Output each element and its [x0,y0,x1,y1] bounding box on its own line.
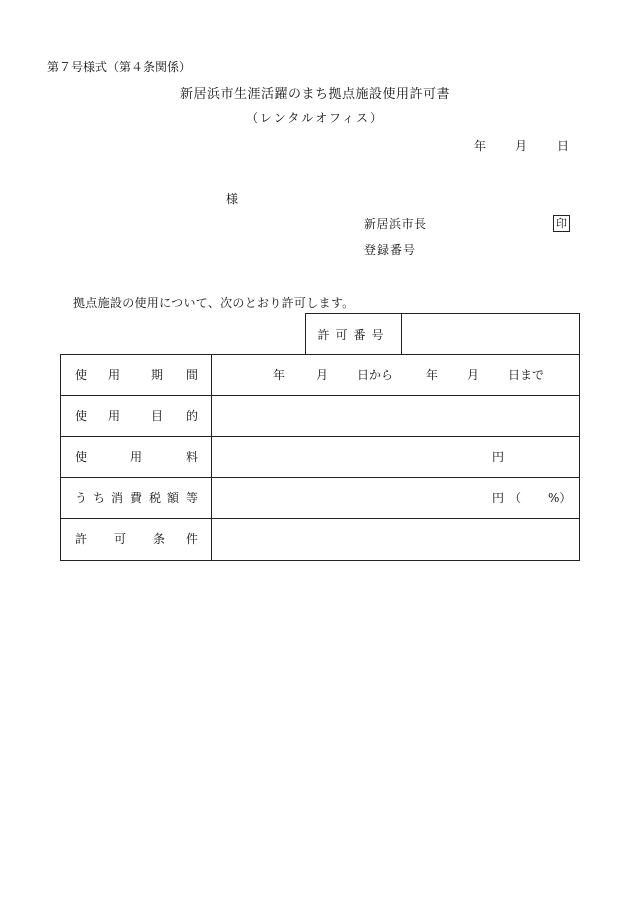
permit-number-box [305,313,580,354]
issuer-name: 新居浜市長 [364,217,427,231]
conditions-field[interactable] [212,519,579,560]
fee-yen-unit: 円 [492,450,505,464]
seal-stamp-box: 印 [553,215,570,232]
period-start-day: 日から [357,368,394,382]
tax-yen-unit: 円 [492,491,505,505]
period-label-char: 用 [108,368,121,382]
permit-number-field[interactable] [402,314,579,354]
period-label-char: 期 [151,368,164,382]
form-number-label: 第７号様式（第４条関係） [47,60,192,74]
table-row-purpose [61,396,579,437]
period-start-year: 年 [273,368,286,382]
table-row-conditions [61,519,579,560]
period-label [61,355,212,395]
tax-label-char: 額 [167,491,180,505]
purpose-label-char: 目 [151,409,164,423]
date-year: 年 [474,139,487,153]
period-end-day: 日まで [508,368,545,382]
date-month: 月 [515,139,528,153]
tax-label-char: 税 [149,491,162,505]
conditions-label [61,519,212,560]
conditions-label-char: 許 [75,532,88,546]
fee-label [61,437,212,477]
tax-label [61,478,212,518]
purpose-label-char: 的 [186,409,199,423]
fee-label-char: 使 [75,450,88,464]
permission-statement: 拠点施設の使用について、次のとおり許可します。 [73,296,355,310]
tax-paren-open: （ [509,491,522,505]
period-end-month: 月 [467,368,480,382]
permit-details-table [60,354,580,561]
table-row-period [61,355,579,396]
document-title: 新居浜市生涯活躍のまち拠点施設使用許可書 [179,87,450,102]
tax-label-char: 費 [130,491,143,505]
fee-label-char: 料 [186,450,199,464]
conditions-label-char: 可 [114,532,127,546]
date-day: 日 [557,139,570,153]
period-label-char: 間 [186,368,199,382]
conditions-label-char: 件 [186,532,199,546]
registration-number-label: 登録番号 [364,243,417,257]
period-end-year: 年 [426,368,439,382]
tax-label-char: 等 [186,491,199,505]
purpose-label-char: 用 [108,409,121,423]
period-label-char: 使 [75,368,88,382]
addressee-honorific: 様 [226,192,239,206]
table-row-fee [61,437,579,478]
tax-label-char: 消 [111,491,124,505]
tax-label-char: う [75,491,88,505]
tax-field[interactable] [212,478,579,518]
table-row-tax [61,478,579,519]
period-start-month: 月 [316,368,329,382]
period-field[interactable] [212,355,579,395]
tax-label-char: ち [93,491,106,505]
tax-percent-unit: %） [548,491,572,505]
fee-label-char: 用 [130,450,143,464]
purpose-label-char: 使 [75,409,88,423]
document-subtitle: （レンタルオフィス） [246,111,384,125]
conditions-label-char: 条 [153,532,166,546]
purpose-label [61,396,212,436]
permit-number-label: 許可番号 [306,314,402,354]
purpose-field[interactable] [212,396,579,436]
fee-field[interactable] [212,437,579,477]
